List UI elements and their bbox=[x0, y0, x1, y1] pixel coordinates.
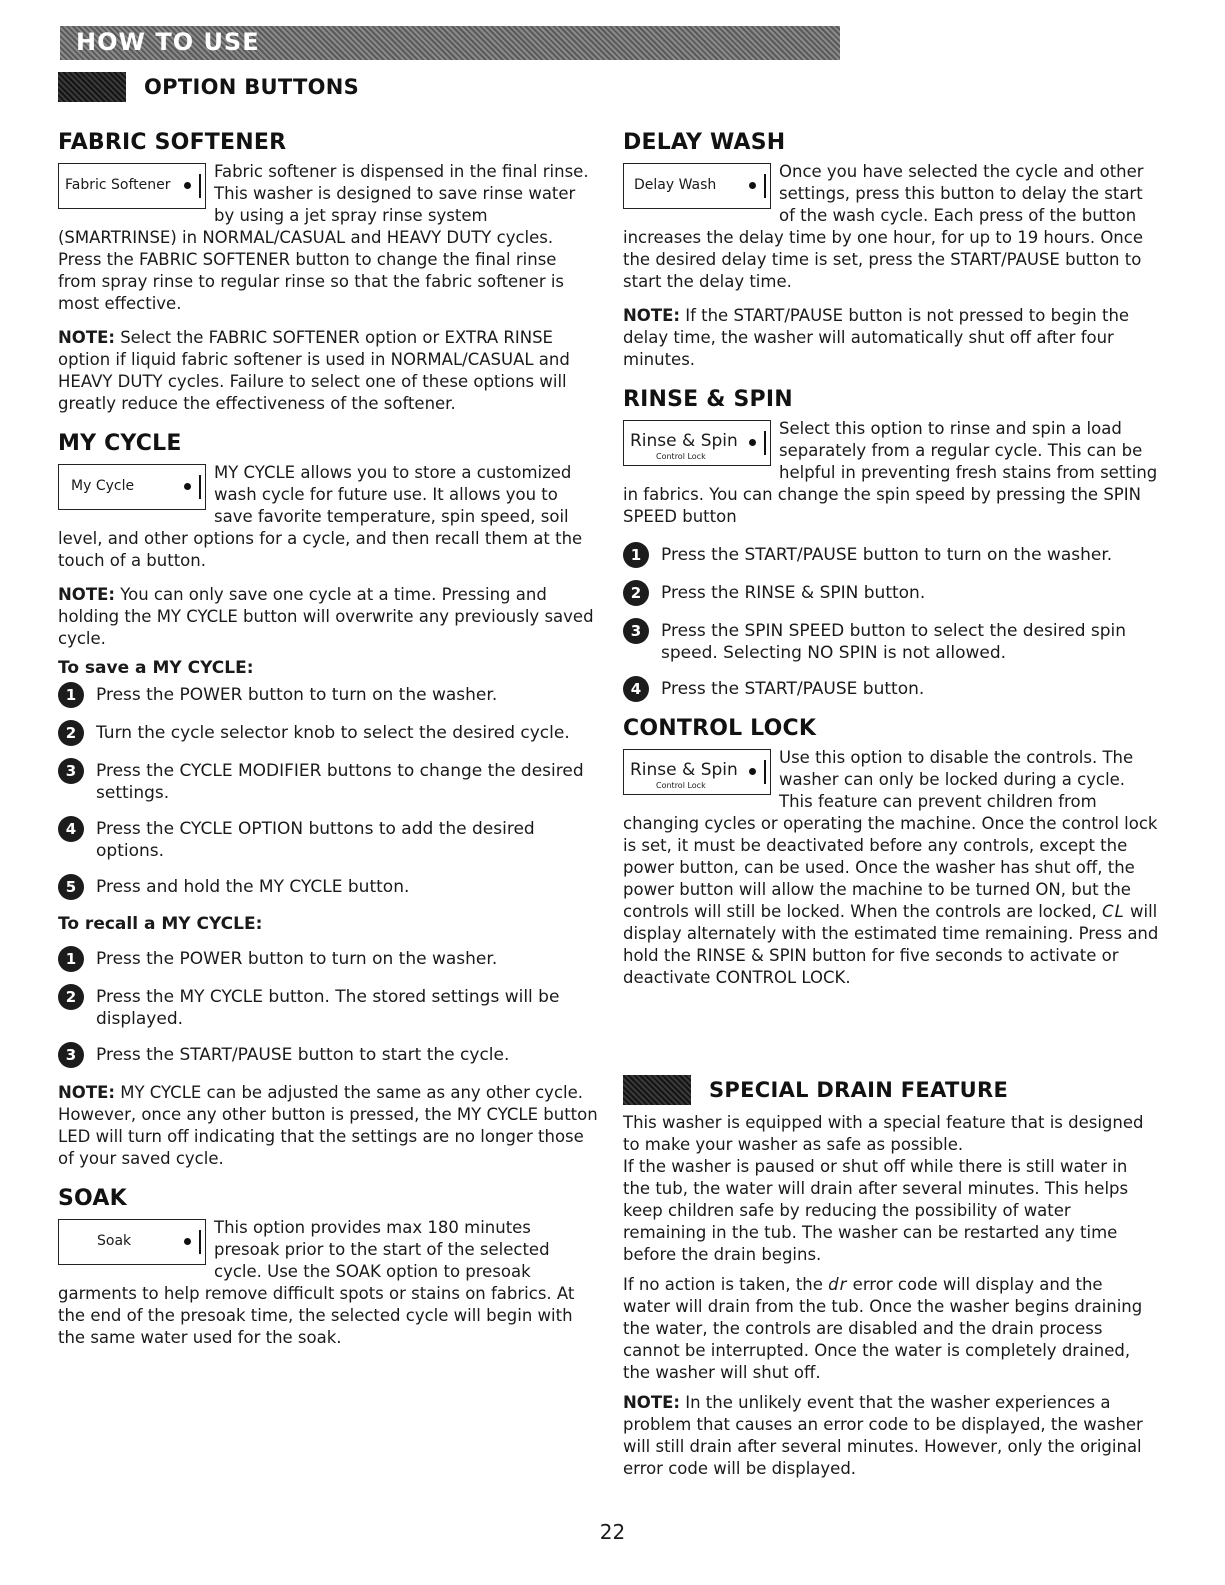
my-cycle-button-illustration bbox=[58, 464, 206, 510]
control-lock-button-sublabel: Control Lock bbox=[656, 781, 706, 790]
step-number-icon: 4 bbox=[58, 816, 84, 842]
list-item: 3 Press the START/PAUSE button to start the cycle. bbox=[58, 1044, 598, 1068]
delay-wash-note: NOTE: If the START/PAUSE button is not pressed to begin the delay time, the washer will automatically shut off after four minutes. bbox=[623, 306, 1130, 369]
button-edge bbox=[199, 1230, 201, 1254]
special-drain-p2: If the washer is paused or shut off while there is still water in the tub, the water will drain after several minutes. This helps keep children safe by reducing the possibility of water remaining in the tub. The washer can be restarted any time before the drain begins. bbox=[623, 1157, 1129, 1264]
list-item: 1 Press the POWER button to turn on the washer. bbox=[58, 684, 598, 708]
soak-block bbox=[58, 1217, 598, 1349]
list-item: 3 Press the SPIN SPEED button to select the desired spin speed. Selecting NO SPIN is not allowed. bbox=[623, 620, 1163, 664]
option-buttons-header bbox=[58, 72, 359, 102]
my-cycle-text: MY CYCLE allows you to store a customized wash cycle for future use. It allows you to save favorite temperature, spin speed, soil level, and other options for a cycle, and then recall them at the touch of a button. bbox=[58, 463, 583, 570]
control-lock-heading: CONTROL LOCK bbox=[623, 716, 817, 741]
fabric-softener-text: Fabric softener is dispensed in the final rinse. This washer is designed to save rinse water by using a jet spray rinse system (SMARTRINSE) in NORMAL/CASUAL and HEAVY DUTY cycles. Press the FABRIC SOFTENER button to change the final rinse from spray rinse to regular rinse so that the fabric softener is most effective. bbox=[58, 162, 589, 313]
rinse-spin-button-illustration bbox=[623, 420, 771, 466]
rinse-spin-text: Select this option to rinse and spin a load separately from a regular cycle. This can be helpful in preventing fresh stains from setting in fabrics. You can change the spin speed by pressing the SPIN SPEED button bbox=[623, 419, 1158, 526]
list-item: 5 Press and hold the MY CYCLE button. bbox=[58, 876, 598, 900]
step-number-icon: 2 bbox=[623, 580, 649, 606]
button-edge bbox=[764, 431, 766, 455]
list-item: 1 Press the START/PAUSE button to turn on the washer. bbox=[623, 544, 1163, 568]
special-drain-p3: If no action is taken, the dr error code will display and the water will drain from the tub. Once the washer begins draining the water, the controls are disabled and the drain process cannot be interrupted. Once the water is completely drained, the washer will shut off. bbox=[623, 1275, 1143, 1382]
control-lock-button-illustration bbox=[623, 749, 771, 795]
led-dot-icon bbox=[184, 483, 191, 490]
control-lock-block bbox=[623, 747, 1163, 989]
step-number-icon: 3 bbox=[58, 758, 84, 784]
led-dot-icon bbox=[749, 439, 756, 446]
section-marker bbox=[623, 1075, 691, 1105]
cl-code-glyph: CL bbox=[1102, 902, 1125, 921]
step-number-icon: 5 bbox=[58, 874, 84, 900]
rinse-spin-block bbox=[623, 418, 1163, 528]
save-steps bbox=[58, 684, 598, 900]
special-drain-p1: This washer is equipped with a special feature that is designed to make your washer as safe as possible. bbox=[623, 1113, 1144, 1154]
list-item: 2 Turn the cycle selector knob to select the desired cycle. bbox=[58, 722, 598, 746]
delay-wash-text: Once you have selected the cycle and other settings, press this button to delay the start of the wash cycle. Each press of the button increases the delay time by one hour, for up to 19 hours. Once the desired delay time is set, press the START/PAUSE button to start the delay time. bbox=[623, 162, 1144, 291]
step-number-icon: 3 bbox=[58, 1042, 84, 1068]
list-item: 4 Press the CYCLE OPTION buttons to add the desired options. bbox=[58, 818, 598, 862]
delay-wash-heading: DELAY WASH bbox=[623, 130, 786, 155]
special-drain-body bbox=[623, 1112, 1148, 1480]
my-cycle-block bbox=[58, 462, 598, 572]
fabric-softener-button-illustration bbox=[58, 163, 206, 209]
option-buttons-title: OPTION BUTTONS bbox=[144, 75, 360, 99]
delay-wash-button-illustration bbox=[623, 163, 771, 209]
step-number-icon: 3 bbox=[623, 618, 649, 644]
save-my-cycle-heading: To save a MY CYCLE: bbox=[58, 658, 254, 678]
led-dot-icon bbox=[749, 768, 756, 775]
control-lock-text: Use this option to disable the controls. The washer can only be locked during a cycle. This feature can prevent children from changing cycles or operating the machine. Once the control lock is set, it must be deactivated before any controls, except the power button, can be used. Once the washer has shut off, the power button will allow the machine to be turned ON, but the controls will still be locked. When the controls are locked, CL will display alternately with the estimated time remaining. Press and hold the RINSE & SPIN button for five seconds to activate or deactivate CONTROL LOCK. bbox=[623, 748, 1159, 987]
how-to-use-banner bbox=[60, 26, 840, 60]
soak-text: This option provides max 180 minutes presoak prior to the start of the selected cycle. Use the SOAK option to presoak garments to help remove difficult spots or stains on fabrics. At the end of the presoak time, the selected cycle will begin with the same water used for the soak. bbox=[58, 1218, 575, 1347]
button-edge bbox=[764, 760, 766, 784]
button-edge bbox=[199, 475, 201, 499]
special-drain-header bbox=[623, 1075, 1008, 1105]
right-column bbox=[623, 130, 1163, 989]
delay-wash-block bbox=[623, 161, 1163, 293]
soak-button-illustration bbox=[58, 1219, 206, 1265]
my-cycle-heading: MY CYCLE bbox=[58, 431, 182, 456]
recall-my-cycle-heading: To recall a MY CYCLE: bbox=[58, 914, 263, 934]
list-item: 3 Press the CYCLE MODIFIER buttons to change the desired settings. bbox=[58, 760, 598, 804]
led-dot-icon bbox=[184, 182, 191, 189]
banner-title: HOW TO USE bbox=[76, 28, 260, 56]
rinse-spin-button-sublabel: Control Lock bbox=[656, 452, 706, 461]
rinse-spin-button-label: Rinse & Spin bbox=[630, 431, 738, 451]
fabric-softener-note: NOTE: Select the FABRIC SOFTENER option or EXTRA RINSE option if liquid fabric softener is used in NORMAL/CASUAL and HEAVY DUTY cycles. Failure to select one of these options will greatly reduce the effectiveness of the softener. bbox=[58, 328, 570, 413]
step-number-icon: 1 bbox=[58, 682, 84, 708]
delay-wash-button-label: Delay Wash bbox=[634, 177, 717, 193]
recall-steps bbox=[58, 948, 598, 1068]
led-dot-icon bbox=[184, 1238, 191, 1245]
my-cycle-button-label: My Cycle bbox=[71, 478, 135, 494]
left-column bbox=[58, 130, 598, 1349]
list-item: 2 Press the MY CYCLE button. The stored settings will be displayed. bbox=[58, 986, 598, 1030]
step-number-icon: 2 bbox=[58, 984, 84, 1010]
my-cycle-note-2: NOTE: MY CYCLE can be adjusted the same as any other cycle. However, once any other button is pressed, the MY CYCLE button LED will turn off indicating that the settings are no longer those of your saved cycle. bbox=[58, 1083, 598, 1168]
page-number: 22 bbox=[599, 1520, 626, 1544]
fabric-softener-button-label: Fabric Softener bbox=[65, 177, 171, 193]
list-item: 2 Press the RINSE & SPIN button. bbox=[623, 582, 1163, 606]
fabric-softener-heading: FABRIC SOFTENER bbox=[58, 130, 287, 155]
fabric-softener-block bbox=[58, 161, 598, 315]
soak-heading: SOAK bbox=[58, 1186, 127, 1211]
special-drain-note: NOTE: In the unlikely event that the washer experiences a problem that causes an error code to be displayed, the washer will still drain after several minutes. However, only the original error code will be displayed. bbox=[623, 1393, 1143, 1478]
led-dot-icon bbox=[749, 182, 756, 189]
list-item: 1 Press the POWER button to turn on the washer. bbox=[58, 948, 598, 972]
dr-code-glyph: dr bbox=[828, 1275, 848, 1294]
special-drain-title: SPECIAL DRAIN FEATURE bbox=[709, 1078, 1009, 1102]
step-number-icon: 2 bbox=[58, 720, 84, 746]
my-cycle-note: NOTE: You can only save one cycle at a time. Pressing and holding the MY CYCLE button will overwrite any previously saved cycle. bbox=[58, 585, 594, 648]
soak-button-label: Soak bbox=[97, 1233, 132, 1249]
step-number-icon: 4 bbox=[623, 676, 649, 702]
step-number-icon: 1 bbox=[623, 542, 649, 568]
button-edge bbox=[199, 174, 201, 198]
control-lock-button-label: Rinse & Spin bbox=[630, 760, 738, 780]
rinse-spin-steps bbox=[623, 544, 1163, 702]
rinse-spin-heading: RINSE & SPIN bbox=[623, 387, 793, 412]
button-edge bbox=[764, 174, 766, 198]
step-number-icon: 1 bbox=[58, 946, 84, 972]
list-item: 4 Press the START/PAUSE button. bbox=[623, 678, 1163, 702]
section-marker bbox=[58, 72, 126, 102]
